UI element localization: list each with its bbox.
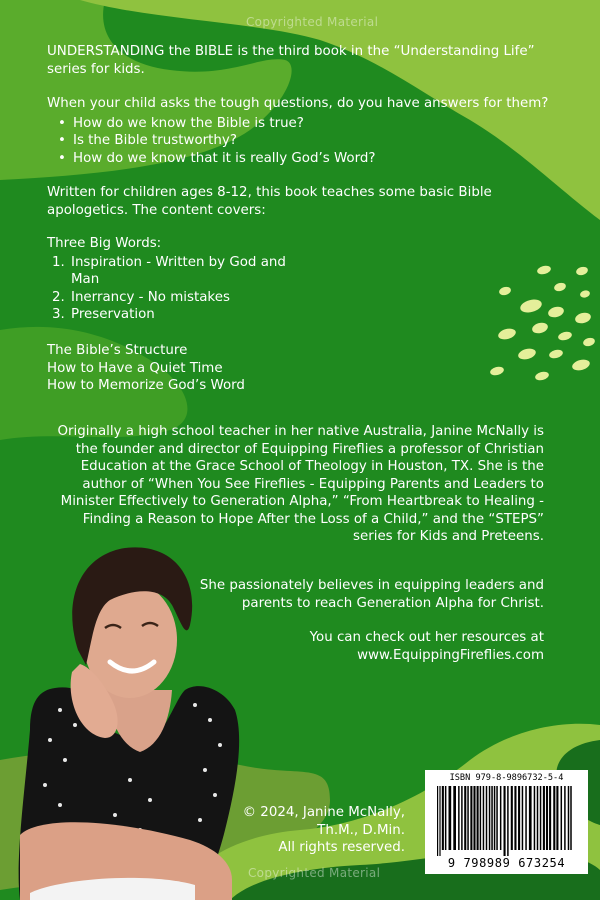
barcode-bar [461, 786, 463, 850]
barcode-digits: 9 798989 673254 [447, 856, 566, 870]
barcode-bar [537, 786, 539, 850]
isbn-label: ISBN 979-8-9896732-5-4 [449, 773, 564, 783]
three-big-words-list [47, 254, 347, 324]
barcode-bar [483, 786, 485, 850]
barcode-bar [511, 786, 513, 850]
written-for-paragraph [47, 184, 587, 219]
author-bio [40, 423, 544, 546]
barcode-bar [486, 786, 488, 850]
questions-list [47, 115, 587, 168]
bio-line: Finding a Reason to Hope After the Loss of a Child,” and the “STEPS” [82, 511, 544, 527]
big-word-text: Inerrancy - No mistakes [71, 289, 230, 305]
copyright-line: Th.M., D.Min. [317, 822, 405, 838]
three-big-words-heading: Three Big Words: [47, 236, 162, 251]
bio-line: author of “When You See Fireflies - Equipping Parents and Leaders to [82, 476, 544, 492]
barcode-bar [556, 786, 558, 850]
barcode-bar [500, 786, 502, 850]
watermark-bottom: Copyrighted Material [248, 866, 381, 880]
barcode-bar [507, 786, 509, 856]
resources-line: You can check out her resources at [309, 630, 544, 645]
intro-line: UNDERSTANDING the BIBLE is the third book in the “Understanding Life” [47, 44, 535, 59]
three-big-words-section [47, 235, 347, 324]
question-item: • Is the Bible trustworthy? [73, 132, 587, 150]
barcode-bar [561, 786, 563, 850]
barcode-bar [449, 786, 452, 850]
barcode-bar [439, 786, 440, 856]
big-word-text-continued: Man [71, 272, 100, 287]
watermark-top: Copyrighted Material [246, 15, 379, 29]
barcode-bar [553, 786, 555, 850]
big-word-item [52, 254, 347, 289]
bio-line: Originally a high school teacher in her native Australia, Janine McNally is [57, 424, 544, 439]
barcode-bar [568, 786, 570, 850]
barcode-bar [437, 786, 438, 856]
barcode-bar [491, 786, 493, 850]
barcode-bar [442, 786, 444, 850]
barcode-bar [518, 786, 520, 850]
barcode-bar [525, 786, 527, 850]
barcode-bar [534, 786, 536, 850]
intro-line: series for kids. [47, 61, 145, 77]
questions-section [47, 95, 587, 167]
barcode-bar [540, 786, 542, 850]
topic-item: The Bible’s Structure [47, 343, 188, 358]
intro-paragraph [47, 43, 587, 78]
barcode-bar [504, 786, 506, 856]
barcode-bar [570, 786, 572, 850]
barcode-bar [494, 786, 496, 850]
question-item: • How do we know the Bible is true? [73, 115, 587, 133]
questions-lead: When your child asks the tough questions, do you have answers for them? [47, 96, 549, 111]
barcode-bars [435, 786, 578, 856]
barcode-bar [522, 786, 524, 850]
barcode-bar [453, 786, 456, 850]
barcode-bar [489, 786, 491, 850]
big-word-number: 2. [52, 289, 65, 305]
barcode-bar [543, 786, 545, 850]
barcode-bar [467, 786, 469, 850]
written-for-line: apologetics. The content covers: [47, 202, 266, 218]
barcode-bar [480, 786, 482, 850]
belief-line: parents to reach Generation Alpha for Christ. [241, 595, 544, 611]
barcode-bar [470, 786, 472, 850]
topic-item: How to Memorize God’s Word [47, 378, 245, 393]
belief-line: She passionately believes in equipping leaders and [199, 578, 544, 593]
copyright-line: All rights reserved. [278, 840, 405, 855]
barcode-bar [445, 786, 447, 850]
barcode-bar [529, 786, 532, 850]
bio-line: Education at the Grace School of Theology in Houston, TX. She is the [80, 459, 544, 474]
bio-line: the founder and director of Equipping Fireflies a professor of Christian [75, 441, 544, 457]
barcode-bar [496, 786, 498, 850]
bio-line: series for Kids and Preteens. [353, 529, 544, 544]
barcode-bar [514, 786, 516, 850]
topic-item: How to Have a Quiet Time [47, 360, 223, 376]
topics-list [47, 342, 347, 395]
big-word-item [52, 289, 347, 307]
big-word-text: Inspiration - Written by God and [71, 254, 286, 270]
big-word-text: Preservation [71, 307, 155, 322]
big-word-item [52, 306, 347, 324]
isbn-barcode [425, 770, 588, 874]
copyright-notice [230, 804, 405, 857]
website-url: www.EquippingFireflies.com [357, 647, 544, 663]
barcode-bar [564, 786, 566, 850]
big-word-number: 1. [52, 254, 65, 270]
barcode-bar [477, 786, 479, 850]
barcode-bar [458, 786, 460, 850]
belief-paragraph [150, 577, 544, 612]
copyright-line: © 2024, Janine McNally, [242, 805, 405, 820]
resources-paragraph [250, 629, 544, 664]
bio-line: Minister Effectively to Generation Alpha,” “From Heartbreak to Healing - [60, 494, 544, 509]
barcode-bar [473, 786, 475, 850]
written-for-line: Written for children ages 8-12, this book teaches some basic Bible [47, 185, 492, 200]
big-word-number: 3. [52, 307, 65, 322]
barcode-bar [464, 786, 466, 850]
barcode-bar [546, 786, 548, 850]
question-item: • How do we know that it is really God’s Word? [73, 150, 587, 168]
barcode-bar [549, 786, 551, 850]
